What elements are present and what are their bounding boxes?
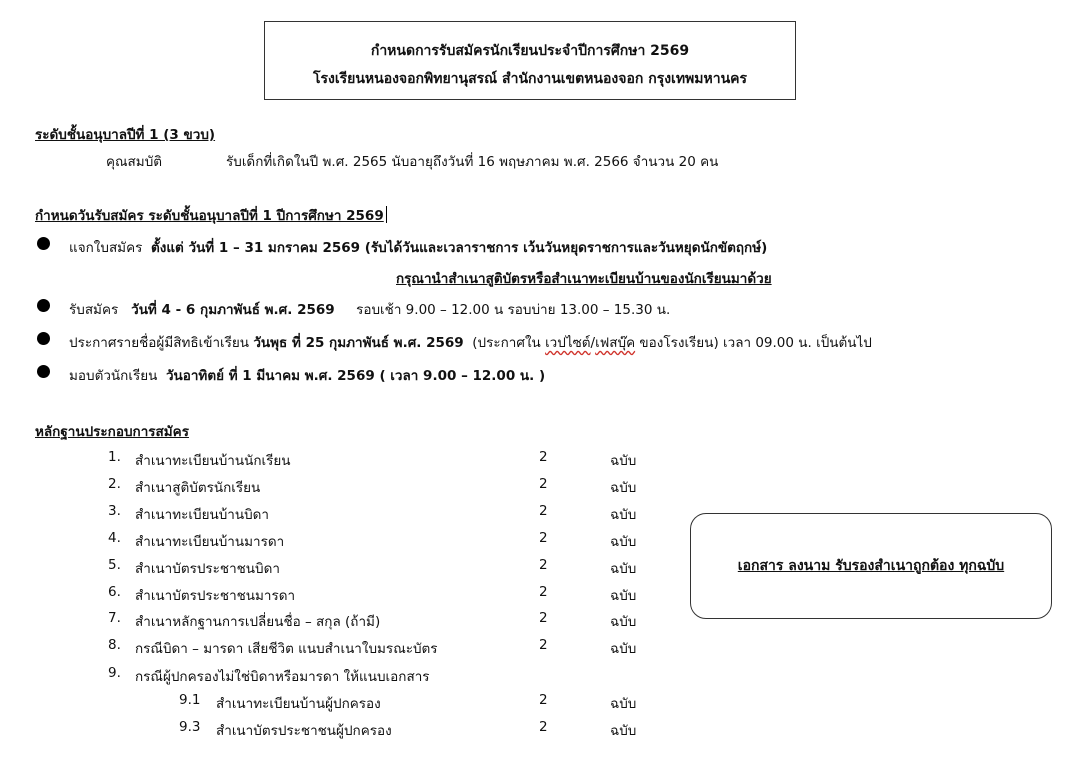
document-text: กรณีผู้ปกครองไม่ใช่บิดาหรือมารดา ให้แนบเอกสาร <box>135 669 430 685</box>
document-unit: ฉบับ <box>610 507 637 523</box>
document-sub-item <box>0 719 700 739</box>
header-line-2: โรงเรียนหนองจอกพิทยานุสรณ์ สำนักงานเขตหนองจอก กรุงเทพมหานคร <box>312 71 748 87</box>
document-text: สำเนาทะเบียนบ้านบิดา <box>135 507 270 523</box>
bullet-icon <box>37 365 50 378</box>
certification-note-box <box>690 513 1052 619</box>
document-quantity: 2 <box>539 637 548 653</box>
document-unit: ฉบับ <box>610 561 637 577</box>
document-number: 1. <box>108 449 121 465</box>
document-text: สำเนาสูติบัตรนักเรียน <box>135 480 261 496</box>
document-quantity: 2 <box>539 692 548 708</box>
document-number: 9. <box>108 665 121 681</box>
documents-heading: หลักฐานประกอบการสมัคร <box>35 424 189 440</box>
document-number: 9.1 <box>179 692 201 708</box>
document-item <box>0 449 700 469</box>
qualification-text: รับเด็กที่เกิดในปี พ.ศ. 2565 นับอายุถึงวันที่ 16 พฤษภาคม พ.ศ. 2566 จำนวน 20 คน <box>226 154 719 170</box>
schedule-item-apply-form: แจกใบสมัคร ตั้งแต่ วันที่ 1 – 31 มกราคม 2569 (รับได้วันและเวลาราชการ เว้นวันหยุดราชการและวันหยุดนักขัตฤกษ์) <box>69 240 768 256</box>
document-text: สำเนาทะเบียนบ้านผู้ปกครอง <box>216 696 381 712</box>
document-unit: ฉบับ <box>610 723 637 739</box>
document-item <box>0 610 700 630</box>
document-quantity: 2 <box>539 584 548 600</box>
header-line-1: กำหนดการรับสมัครนักเรียนประจำปีการศึกษา 2569 <box>370 43 690 59</box>
document-unit: ฉบับ <box>610 614 637 630</box>
document-text: สำเนาทะเบียนบ้านนักเรียน <box>135 453 291 469</box>
document-item <box>0 637 700 657</box>
document-unit: ฉบับ <box>610 480 637 496</box>
schedule-item-enrollment: มอบตัวนักเรียน วันอาทิตย์ ที่ 1 มีนาคม พ.ศ. 2569 ( เวลา 9.00 – 12.00 น. ) <box>69 368 546 384</box>
schedule-heading: กำหนดวันรับสมัคร ระดับชั้นอนุบาลปีที่ 1 ปีการศึกษา 2569 <box>35 204 387 226</box>
document-unit: ฉบับ <box>610 641 637 657</box>
document-number: 7. <box>108 610 121 626</box>
document-item <box>0 503 700 523</box>
document-quantity: 2 <box>539 476 548 492</box>
document-quantity: 2 <box>539 449 548 465</box>
document-number: 6. <box>108 584 121 600</box>
document-number: 4. <box>108 530 121 546</box>
schedule-item-announcement: ประกาศรายชื่อผู้มีสิทธิเข้าเรียน วันพุธ ที่ 25 กุมภาพันธ์ พ.ศ. 2569 (ประกาศใน เวปไซต์/เฟสบุ๊ค ของโรงเรียน) เวลา 09.00 น. เป็นต้นไป <box>69 335 872 351</box>
document-number: 5. <box>108 557 121 573</box>
document-quantity: 2 <box>539 530 548 546</box>
document-item <box>0 557 700 577</box>
document-quantity: 2 <box>539 503 548 519</box>
document-unit: ฉบับ <box>610 534 637 550</box>
document-quantity: 2 <box>539 719 548 735</box>
document-text: สำเนาบัตรประชาชนผู้ปกครอง <box>216 723 392 739</box>
header-box <box>264 21 796 100</box>
document-unit: ฉบับ <box>610 696 637 712</box>
document-text: กรณีบิดา – มารดา เสียชีวิต แนบสำเนาใบมรณะบัตร <box>135 641 438 657</box>
document-text: สำเนาบัตรประชาชนบิดา <box>135 561 280 577</box>
level-heading: ระดับชั้นอนุบาลปีที่ 1 (3 ขวบ) <box>35 127 216 143</box>
facebook-word: เฟสบุ๊ค <box>595 335 636 351</box>
document-sub-item <box>0 692 700 712</box>
document-number: 2. <box>108 476 121 492</box>
document-text: สำเนาบัตรประชาชนมารดา <box>135 588 296 604</box>
document-item <box>0 584 700 604</box>
document-item <box>0 665 700 685</box>
document-text: สำเนาหลักฐานการเปลี่ยนชื่อ – สกุล (ถ้ามี) <box>135 614 381 630</box>
document-quantity: 2 <box>539 557 548 573</box>
document-unit: ฉบับ <box>610 453 637 469</box>
qualification-label: คุณสมบัติ <box>106 154 163 170</box>
certification-note: เอกสาร ลงนาม รับรองสำเนาถูกต้อง ทุกฉบับ <box>737 558 1005 574</box>
schedule-item-registration: รับสมัคร วันที่ 4 - 6 กุมภาพันธ์ พ.ศ. 2569 รอบเช้า 9.00 – 12.00 น รอบบ่าย 13.00 – 15.30 น. <box>69 302 671 318</box>
bullet-icon <box>37 332 50 345</box>
document-item <box>0 530 700 550</box>
website-word: เวปไซต์ <box>545 335 591 351</box>
document-quantity: 2 <box>539 610 548 626</box>
document-text: สำเนาทะเบียนบ้านมารดา <box>135 534 285 550</box>
document-unit: ฉบับ <box>610 588 637 604</box>
document-number: 8. <box>108 637 121 653</box>
schedule-note: กรุณานำสำเนาสูติบัตรหรือสำเนาทะเบียนบ้านของนักเรียนมาด้วย <box>396 271 772 287</box>
document-number: 9.3 <box>179 719 201 735</box>
document-item <box>0 476 700 496</box>
text-cursor <box>386 206 387 223</box>
bullet-icon <box>37 237 50 250</box>
document-number: 3. <box>108 503 121 519</box>
bullet-icon <box>37 299 50 312</box>
